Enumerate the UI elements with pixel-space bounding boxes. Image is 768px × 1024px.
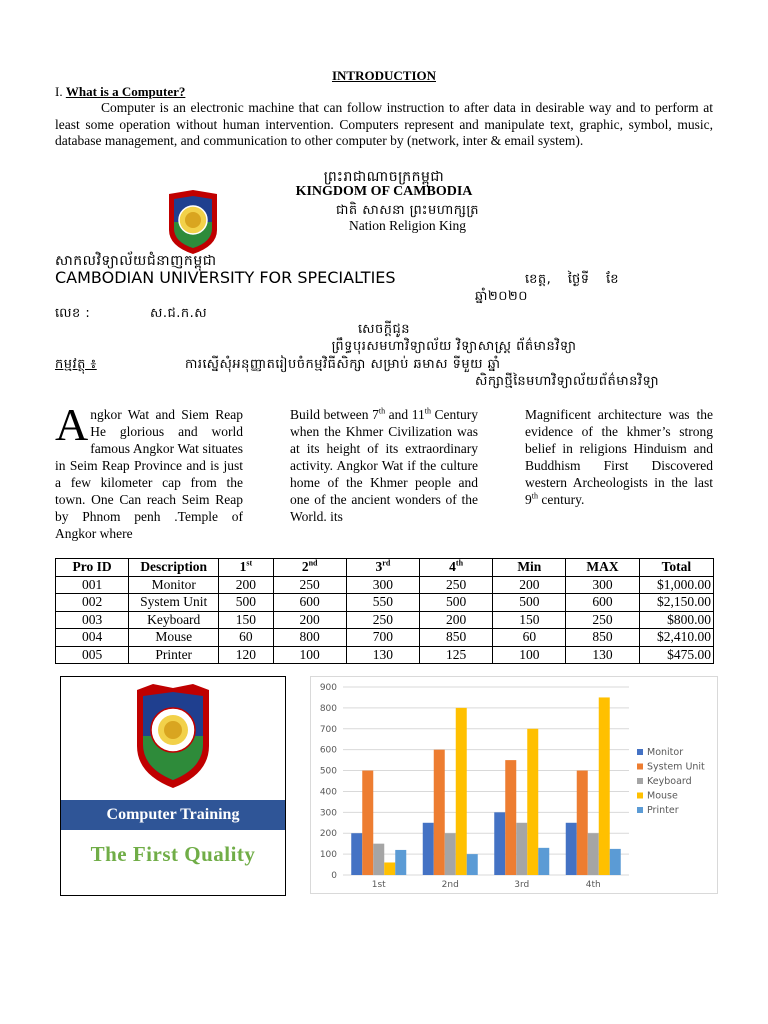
year-line: ឆ្នាំ២០២០ (475, 289, 528, 304)
bar-printer (610, 849, 621, 875)
table-cell: 250 (566, 611, 639, 629)
table-cell: 60 (493, 629, 566, 647)
bar-mouse (456, 708, 467, 875)
y-tick-label: 600 (319, 745, 337, 756)
table-cell: 250 (346, 611, 419, 629)
recipient-line: ព្រឹទ្ធបុរសមហាវិទ្យាល័យ វិទ្យាសាស្ត្រ ព័ត៌មានវិទ្យា (331, 339, 577, 354)
table-header-cell: Pro ID (56, 559, 129, 577)
table-cell: 250 (273, 576, 346, 594)
table-cell: 130 (346, 646, 419, 664)
y-tick-label: 500 (319, 766, 337, 777)
y-tick-label: 800 (319, 703, 337, 714)
kingdom-kh: ព្រះរាជាណាចក្រកម្ពុជា (323, 169, 445, 185)
legend-label: Keyboard (647, 776, 692, 787)
subject-text-line2: សិក្សាថ្មីនៃមហាវិទ្យាល័យព័ត៌មានវិទ្យា (475, 374, 660, 389)
section-number: I. (55, 84, 63, 99)
table-cell: 200 (493, 576, 566, 594)
table-cell: 002 (56, 594, 129, 612)
bar-printer (395, 850, 406, 875)
legend-swatch (637, 764, 643, 770)
table-cell: 800 (273, 629, 346, 647)
table-header-cell: Min (493, 559, 566, 577)
bar-monitor (494, 812, 505, 875)
y-tick-label: 100 (319, 850, 337, 861)
table-header-cell: Description (129, 559, 219, 577)
training-logo (133, 682, 213, 788)
y-tick-label: 900 (319, 683, 337, 693)
bar-printer (538, 848, 549, 875)
legend-swatch (637, 749, 643, 755)
motto-en: Nation Religion King (349, 218, 466, 233)
subject-label: កម្មវត្ថុ ៖ (55, 357, 97, 372)
table-header-cell: 2nd (273, 559, 346, 577)
table-body (56, 576, 714, 664)
table-cell: Mouse (129, 629, 219, 647)
legend-swatch (637, 807, 643, 813)
table-cell: 200 (273, 611, 346, 629)
table-header-cell: 4th (420, 559, 493, 577)
drop-cap: A (55, 399, 89, 450)
table-cell: 150 (493, 611, 566, 629)
table-cell: 005 (56, 646, 129, 664)
table-cell: 130 (566, 646, 639, 664)
legend-label: System Unit (647, 761, 705, 773)
table-header-cell: Total (639, 559, 713, 577)
x-tick-label: 3rd (514, 880, 530, 890)
table-header-row (56, 559, 714, 577)
table-cell: 100 (493, 646, 566, 664)
section-heading (55, 84, 185, 100)
y-tick-label: 200 (319, 829, 337, 840)
university-en: CAMBODIAN UNIVERSITY FOR SPECIALTIES (55, 268, 396, 287)
table-cell: 250 (420, 576, 493, 594)
bar-monitor (566, 823, 577, 875)
bar-system-unit (434, 750, 445, 875)
table-cell: 500 (420, 594, 493, 612)
date-line: ខេត្ត, ថ្ងៃទី ខែ (525, 272, 620, 287)
bar-system-unit (577, 771, 588, 875)
table-cell: 60 (219, 629, 273, 647)
article-column-1: Angkor Wat and Siem Reap He glorious and world famous Angkor Wat situates in Seim Reap Province and is just a few kilometer cap from the town. One Can reach Seim Reap by Phnom penh .Temple of Angkor where (55, 399, 243, 541)
bar-keyboard (445, 833, 456, 875)
reference-label: លេខ : (55, 306, 91, 321)
bar-monitor (423, 823, 434, 875)
kingdom-en: KINGDOM OF CAMBODIA (295, 184, 473, 199)
product-table (55, 558, 714, 664)
table-cell: 003 (56, 611, 129, 629)
table-cell: 150 (219, 611, 273, 629)
y-tick-label: 400 (319, 787, 337, 798)
article-column-3: Magnificent architecture was the evidence of the khmer’s strong belief in religions Hinduism and Buddhism First Discovered western Archeologists in the last 9th century. (525, 407, 713, 507)
bar-system-unit (362, 771, 373, 875)
table-cell: 200 (420, 611, 493, 629)
table-cell: $2,150.00 (639, 594, 713, 612)
subject-text: ការស្នើសុំអនុញ្ញាតរៀបចំកម្មវិធីសិក្សា សម្រាប់ ឆមាស ទីមួយ ឆ្នាំ (185, 357, 501, 372)
bar-mouse (384, 862, 395, 875)
bar-system-unit (505, 760, 516, 875)
motto-kh: ជាតិ សាសនា ព្រះមហាក្សត្រ (336, 203, 479, 218)
bar-printer (467, 854, 478, 875)
table-row (56, 646, 714, 664)
shield-icon (165, 190, 221, 254)
table-cell: $475.00 (639, 646, 713, 664)
bar-monitor (351, 833, 362, 875)
table-row (56, 611, 714, 629)
y-tick-label: 300 (319, 808, 337, 819)
bar-keyboard (588, 833, 599, 875)
university-logo (165, 190, 221, 254)
table-cell: Keyboard (129, 611, 219, 629)
article-column-2: Build between 7th and 11th Century when the Khmer Civilization was at its height of its extraordinary activity. Angkor Wat if the culture home of the Khmer people and one of the ancient wonders of the World. its (290, 406, 479, 524)
table-row (56, 629, 714, 647)
table-cell: 700 (346, 629, 419, 647)
university-kh: សាកលវិទ្យាល័យជំនាញកម្ពុជា (55, 253, 217, 269)
table-cell: 600 (273, 594, 346, 612)
table-row (56, 594, 714, 612)
table-cell: 600 (566, 594, 639, 612)
table-cell: Printer (129, 646, 219, 664)
table-header-cell: 1st (219, 559, 273, 577)
table-cell: $1,000.00 (639, 576, 713, 594)
table-cell: 300 (346, 576, 419, 594)
bar-mouse (527, 729, 538, 875)
reference-number: ស.ជ.ក.ស (150, 306, 208, 321)
bar-mouse (599, 697, 610, 875)
legend-label: Mouse (647, 790, 678, 802)
intro-paragraph: Computer is an electronic machine that can follow instruction to after data in desirable way and to perform at least some operation without human intervention. Computers represent and manipulate text, graphic, symbol, music, database management, and communication to other computer by (network, inter & email system). (55, 100, 713, 148)
table-cell: 120 (219, 646, 273, 664)
y-tick-label: 0 (331, 871, 337, 881)
chart-container (310, 676, 718, 894)
table-cell: 001 (56, 576, 129, 594)
x-tick-label: 4th (585, 880, 601, 890)
table-cell: 500 (219, 594, 273, 612)
shield-icon (133, 682, 213, 788)
table-cell: 125 (420, 646, 493, 664)
table-cell: System Unit (129, 594, 219, 612)
legend-label: Monitor (647, 747, 684, 758)
table-cell: 850 (566, 629, 639, 647)
legend-swatch (637, 778, 643, 784)
table-cell: 200 (219, 576, 273, 594)
x-tick-label: 1st (371, 880, 386, 890)
table-header-cell: 3rd (346, 559, 419, 577)
y-tick-label: 700 (319, 724, 337, 735)
section-title: What is a Computer? (65, 84, 186, 99)
table-cell: $800.00 (639, 611, 713, 629)
table-cell: 550 (346, 594, 419, 612)
table-header-cell: MAX (566, 559, 639, 577)
to-line: សេចក្តីជូន (357, 322, 410, 337)
legend-swatch (637, 793, 643, 799)
table-cell: 850 (420, 629, 493, 647)
table-cell: 500 (493, 594, 566, 612)
table-cell: 300 (566, 576, 639, 594)
table-cell: 100 (273, 646, 346, 664)
computer-training-band: Computer Training (61, 800, 285, 830)
x-tick-label: 2nd (441, 880, 459, 890)
document-title: INTRODUCTION (331, 68, 436, 83)
table-cell: Monitor (129, 576, 219, 594)
table-row (56, 576, 714, 594)
bar-chart (311, 677, 717, 893)
bar-keyboard (516, 823, 527, 875)
table-cell: 004 (56, 629, 129, 647)
tagline: The First Quality (90, 842, 256, 866)
table-cell: $2,410.00 (639, 629, 713, 647)
legend-label: Printer (647, 805, 679, 816)
bar-keyboard (373, 844, 384, 875)
